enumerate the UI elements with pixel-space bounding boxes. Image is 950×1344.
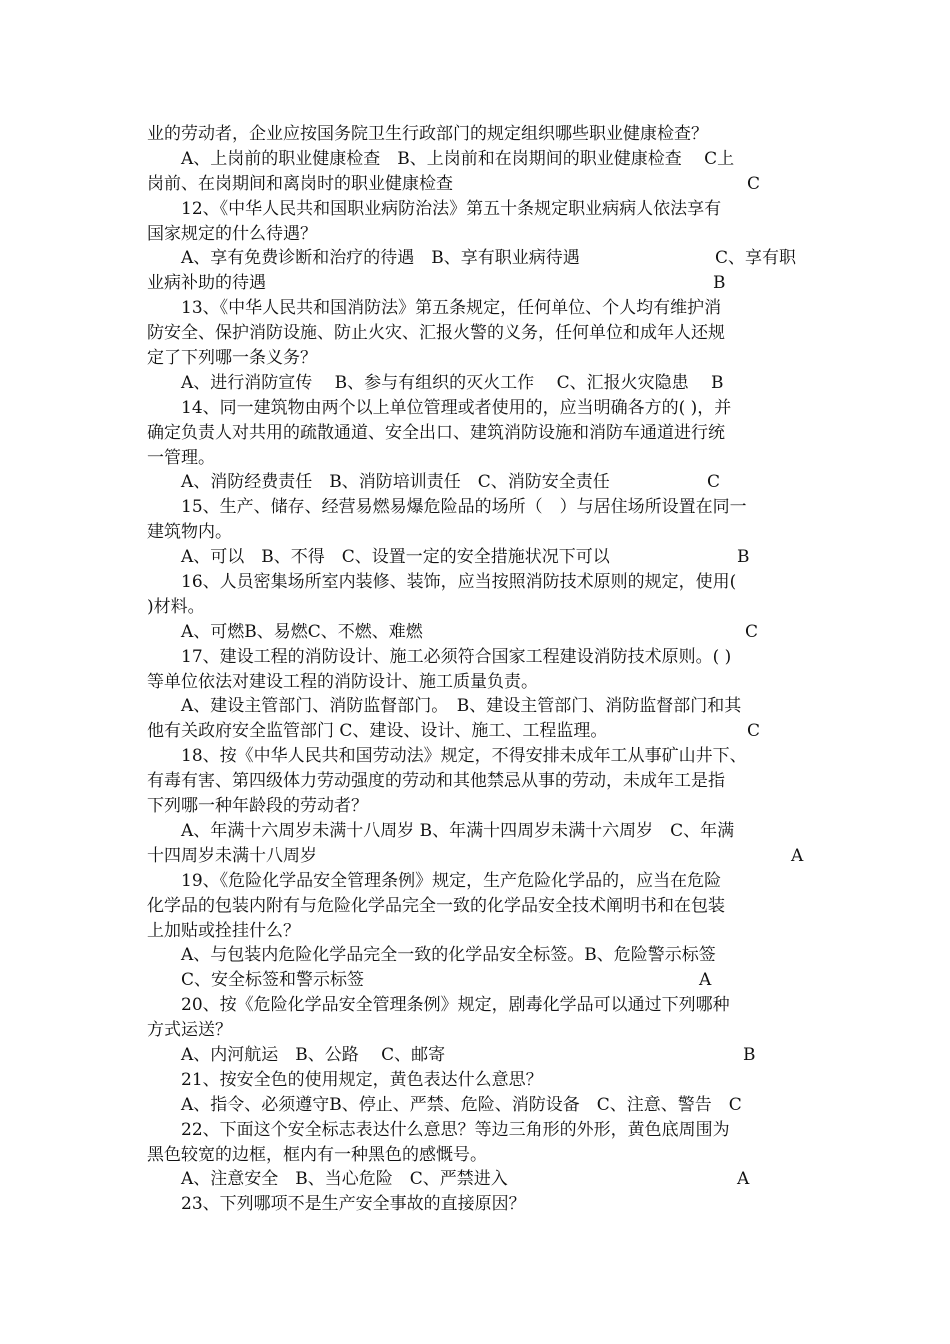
- text-line: [147, 670, 815, 695]
- text-line: [147, 943, 815, 968]
- line-text: 23、下列哪项不是生产安全事故的直接原因？: [181, 1194, 526, 1215]
- line-text: 15、生产、储存、经营易燃易爆危险品的场所（ ）与居住场所设置在同一: [181, 497, 747, 518]
- text-line: [147, 545, 815, 570]
- text-line: [147, 919, 815, 944]
- text-line: [147, 122, 815, 147]
- text-line: [147, 819, 815, 844]
- text-line: [147, 446, 815, 471]
- text-line: [147, 421, 815, 446]
- text-line: [147, 620, 815, 645]
- line-text: 确定负责人对共用的疏散通道、安全出口、建筑消防设施和消防车通道进行统: [147, 422, 725, 443]
- line-text: 等单位依法对建设工程的消防设计、施工质量负责。: [147, 671, 538, 692]
- text-line: [147, 1093, 815, 1118]
- text-line: [147, 968, 815, 993]
- text-line: [147, 371, 815, 396]
- text-line: [147, 645, 815, 670]
- answer-label: B: [743, 1044, 756, 1065]
- line-text: 14、同一建筑物由两个以上单位管理或者使用的，应当明确各方的( )，并: [181, 397, 732, 418]
- line-text: 岗前、在岗期间和离岗时的职业健康检查: [147, 173, 453, 194]
- text-line: [147, 246, 815, 271]
- line-text: A、建设主管部门、消防监督部门。 B、建设主管部门、消防监督部门和其: [181, 696, 742, 717]
- line-text: 建筑物内。: [147, 522, 232, 543]
- text-line: [147, 894, 815, 919]
- line-text: 下列哪一种年龄段的劳动者？: [147, 796, 368, 817]
- line-text: 19、《危险化学品安全管理条例》规定，生产危险化学品的，应当在危险: [181, 870, 722, 891]
- line-text: A、内河航运 B、公路 C、邮寄: [181, 1044, 446, 1065]
- line-text: 上加贴或拴挂什么？: [147, 920, 300, 941]
- line-text: 20、按《危险化学品安全管理条例》规定，剧毒化学品可以通过下列哪种: [181, 995, 730, 1016]
- line-text: A、可以 B、不得 C、设置一定的安全措施状况下可以: [181, 547, 610, 568]
- text-line: [147, 869, 815, 894]
- line-text: 定了下列哪一条义务？: [147, 348, 317, 369]
- line-text: 防安全、保护消防设施、防止火灾、汇报火警的义务，任何单位和成年人还规: [147, 323, 725, 344]
- line-text: 国家规定的什么待遇？: [147, 223, 317, 244]
- text-line: [147, 694, 815, 719]
- text-line: [147, 794, 815, 819]
- line-text: A、进行消防宣传 B、参与有组织的灭火工作 C、汇报火灾隐患 B: [181, 372, 724, 393]
- line-text: C、安全标签和警示标签: [181, 970, 365, 991]
- answer-label: B: [713, 273, 726, 294]
- answer-label: A: [791, 845, 804, 866]
- line-text: A、指令、必须遵守B、停止、严禁、危险、消防设备 C、注意、警告 C: [181, 1094, 742, 1115]
- text-line: [147, 396, 815, 421]
- text-line: [147, 1043, 815, 1068]
- line-text: 业病补助的待遇: [147, 273, 266, 294]
- answer-label: C: [745, 621, 759, 642]
- answer-label: A: [737, 1169, 750, 1190]
- text-line: [147, 1018, 815, 1043]
- line-text: 22、下面这个安全标志表达什么意思？等边三角形的外形，黄色底周围为: [181, 1119, 730, 1140]
- text-line: [147, 520, 815, 545]
- line-text: A、年满十六周岁未满十八周岁 B、年满十四周岁未满十六周岁 C、年满: [181, 820, 735, 841]
- text-line: [147, 470, 815, 495]
- text-line: [147, 570, 815, 595]
- answer-label: C: [747, 173, 761, 194]
- answer-label: C: [707, 472, 721, 493]
- text-line: [147, 744, 815, 769]
- line-text: 黑色较宽的边框，框内有一种黑色的感慨号。: [147, 1144, 487, 1165]
- line-text: 18、按《中华人民共和国劳动法》规定，不得安排未成年工从事矿山井下、: [181, 746, 747, 767]
- text-line: [147, 346, 815, 371]
- document-text: [147, 122, 815, 1217]
- text-line: [147, 1192, 815, 1217]
- line-text: 12、《中华人民共和国职业病防治法》第五十条规定职业病病人依法享有: [181, 198, 722, 219]
- line-text: 化学品的包装内附有与危险化学品完全一致的化学品安全技术阐明书和在包装: [147, 895, 725, 916]
- text-line: [147, 495, 815, 520]
- line-text: )材料。: [147, 596, 205, 617]
- text-line: [147, 719, 815, 744]
- text-line: [147, 1143, 815, 1168]
- line-text: 13、《中华人民共和国消防法》第五条规定，任何单位、个人均有维护消: [181, 298, 722, 319]
- text-line: [147, 197, 815, 222]
- line-text: A、消防经费责任 B、消防培训责任 C、消防安全责任: [181, 472, 610, 493]
- line-text: A、注意安全 B、当心危险 C、严禁进入: [181, 1169, 508, 1190]
- text-line: [147, 296, 815, 321]
- text-line: [147, 321, 815, 346]
- line-text: 业的劳动者，企业应按国务院卫生行政部门的规定组织哪些职业健康检查？: [147, 124, 708, 144]
- line-text: A、与包装内危险化学品完全一致的化学品安全标签。B、危险警示标签: [181, 945, 716, 966]
- text-line: [147, 993, 815, 1018]
- answer-label: C: [747, 721, 761, 742]
- line-text: 十四周岁未满十八周岁: [147, 845, 317, 866]
- text-line: [147, 222, 815, 247]
- line-text: 一管理。: [147, 447, 215, 468]
- line-text: 17、建设工程的消防设计、施工必须符合国家工程建设消防技术原则。( ): [181, 646, 732, 667]
- text-line: [147, 271, 815, 296]
- text-line: [147, 147, 815, 172]
- line-text: 21、按安全色的使用规定，黄色表达什么意思？: [181, 1069, 543, 1090]
- line-text: 有毒有害、第四级体力劳动强度的劳动和其他禁忌从事的劳动，未成年工是指: [147, 771, 725, 792]
- text-line: [147, 595, 815, 620]
- text-line: [147, 1118, 815, 1143]
- text-line: [147, 844, 815, 869]
- answer-label: A: [699, 970, 712, 991]
- text-line: [147, 1167, 815, 1192]
- line-text: A、可燃B、易燃C、不燃、难燃: [181, 621, 423, 642]
- text-line: [147, 769, 815, 794]
- line-text: 16、人员密集场所室内装修、装饰，应当按照消防技术原则的规定，使用(: [181, 572, 737, 593]
- answer-label: B: [737, 547, 750, 568]
- line-text: A、上岗前的职业健康检查 B、上岗前和在岗期间的职业健康检查 C上: [181, 148, 735, 169]
- text-line: [147, 1068, 815, 1093]
- text-line: [147, 172, 815, 197]
- line-text: 他有关政府安全监管部门 C、建设、设计、施工、工程监理。: [147, 721, 608, 742]
- answer-label: C、享有职: [715, 248, 797, 269]
- line-text: A、享有免费诊断和治疗的待遇 B、享有职业病待遇: [181, 248, 580, 269]
- line-text: 方式运送？: [147, 1020, 232, 1041]
